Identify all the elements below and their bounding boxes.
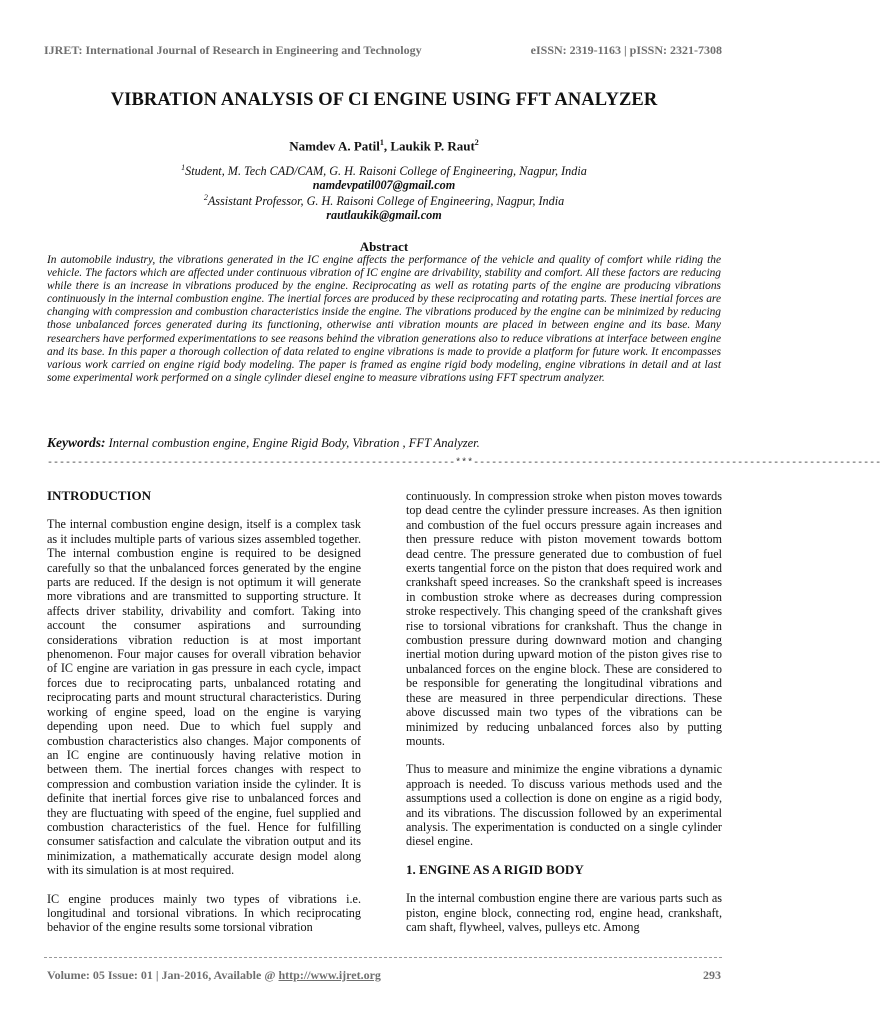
affiliation-1-sup: 1 xyxy=(181,163,186,172)
page-number: 293 xyxy=(703,968,721,982)
email-1: namdevpatil007@gmail.com xyxy=(312,178,456,192)
footer-volume xyxy=(47,968,381,983)
affiliation-1 xyxy=(0,163,768,179)
abstract-text: In automobile industry, the vibrations generated in the IC engine affects the performance of the vehicle and quality of comfort while riding the vehicle. The factors which are affected under continuous vibration of IC engine are drivability, stability and comfort. All these factors are reducing while there is an increase in vibrations produced by the engine. Reciprocating as well as rotating parts of the engine are producing vibrations continuously in the internal combustion engine. The inertial forces are produced by these reciprocating and rotating parts. These inertial forces are changing with compression and combustion characteristics inside the engine. The vibrations produced by the engine can be minimized by reducing those unbalanced forces generated during its functioning, otherwise anti vibration mounts are placed in between engine and its base. Many researchers have performed experimentations to see reasons behind the vibration generations also to reduce vibrations at interface between engine and its base. In this paper a thorough collection of data related to engine vibrations is made to provide a platform for future work. It encompasses various work carried on engine rigid body modeling. The paper is framed as engine rigid body modeling, engine vibrations in detail and at last some experimental work performed on a single cylinder diesel engine to measure vibrations using FFT spectrum analyzer. xyxy=(47,254,721,384)
left-column xyxy=(47,489,361,949)
section-1-heading: 1. ENGINE AS A RIGID BODY xyxy=(406,861,584,877)
running-footer xyxy=(47,968,721,983)
paper-title: VIBRATION ANALYSIS OF CI ENGINE USING FFT ANALYZER xyxy=(110,90,658,110)
introduction-heading: INTRODUCTION xyxy=(47,488,152,503)
footer-volume-text: Volume: 05 Issue: 01 | Jan-2016, Available @ xyxy=(47,968,279,982)
right-column xyxy=(406,489,722,948)
journal-name: IJRET: International Journal of Research in Engineering and Technology xyxy=(44,43,422,57)
footer-divider xyxy=(44,957,722,958)
section-1-paragraph: In the internal combustion engine there are various parts such as piston, engine block, connecting rod, engine head, crankshaft, cam shaft, flywheel, valves, pulleys etc. Among xyxy=(406,891,722,934)
author-2: Laukik P. Raut xyxy=(390,138,475,154)
affiliation-2 xyxy=(0,193,768,209)
affiliation-2-text: Assistant Professor, G. H. Raisoni College of Engineering, Nagpur, India xyxy=(207,194,565,209)
section-separator: --------------------------------------------------------------------***-------------------------------------------------------------------- xyxy=(47,458,881,469)
journal-link[interactable]: http://www.ijret.org xyxy=(278,968,381,982)
author-separator: , xyxy=(383,138,391,154)
running-header xyxy=(44,43,722,58)
intro-paragraph-2: IC engine produces mainly two types of vibrations i.e. longitudinal and torsional vibrations. In which reciprocating behavior of the engine results some torsional vibration xyxy=(47,891,361,935)
email-2: rautlaukik@gmail.com xyxy=(326,208,442,222)
affiliation-2-sup: 2 xyxy=(203,193,208,202)
right-paragraph-1: continuously. In compression stroke when piston moves towards top dead centre the cylinder pressure increases. As then ignition and combustion of the fuel occurs pressure again increases and then pressure reduce with piston movement towards bottom dead centre. The pressure generated due to combustion of fuel exerts tangential force on the piston that does required work and crankshaft speed increases. So the crankshaft speed is increases in combustion stroke where as decreases during compression stroke respectively. This changing speed of the crankshaft gives rise to torsional vibrations for crankshaft. Thus the change in combustion pressure during downward motion and changing inertial motion during upward motion of the piston gives rise to unbalanced forces on the engine block. These are considered to be responsible for generating the longitudinal vibrations and these are measured in three perpendicular directions. These above discussed main two types of the vibrations can be minimized by reducing unbalanced forces also by putting mounts. xyxy=(406,489,722,748)
issn: eISSN: 2319-1163 | pISSN: 2321-7308 xyxy=(530,43,722,57)
intro-paragraph-1: The internal combustion engine design, itself is a complex task as it includes multiple parts of various sizes assembled together. The internal combustion engine is required to be designed carefully so that the unbalanced forces generated by the engine parts are reduced. If the design is not optimum it will generate more vibrations and are transmitted to supporting structure. It affects driver stability, drivability and comfort. Taking into account the consumer aspirations and surrounding considerations vibration reduction is at most important phenomenon. Four major causes for overall vibration behavior of IC engine are variation in gas pressure in each cycle, impact forces due to reciprocating parts, unbalanced rotating and reciprocating parts and mount structural characteristics. During working of engine speed, load on the engine is varying depending upon need. Due to which fuel supply and combustion characteristics also changes. Major components of an IC engine are continuously having relative motion in between them. The inertial forces changes with respect to compression and combustion variation inside the cylinder. It is definite that inertial forces give rise to unbalanced forces and they are fluctuating with speed of the engine, fuel supplied and combustion characteristics of the fuel. Hence for fulfilling consumer satisfaction and calculate the vibration output and its minimization, a mathematically accurate design model along with its simulation is at most required. xyxy=(47,517,361,878)
keywords-label: Keywords: xyxy=(47,435,106,450)
keywords xyxy=(47,435,721,451)
author-1-sup: 1 xyxy=(379,138,384,147)
author-1: Namdev A. Patil xyxy=(289,138,380,154)
abstract-heading: Abstract xyxy=(359,239,409,254)
affiliation-1-text: Student, M. Tech CAD/CAM, G. H. Raisoni College of Engineering, Nagpur, India xyxy=(185,164,587,179)
keywords-text: Internal combustion engine, Engine Rigid Body, Vibration , FFT Analyzer. xyxy=(108,436,480,450)
authors xyxy=(0,138,768,154)
author-2-sup: 2 xyxy=(474,138,479,147)
right-paragraph-2: Thus to measure and minimize the engine vibrations a dynamic approach is needed. To discuss various methods used and the assumptions used a collection is done on engine as a rigid body, and its vibrations. The discussion followed by an experimental analysis. The experimentation is conducted on a single cylinder diesel engine. xyxy=(406,762,722,849)
